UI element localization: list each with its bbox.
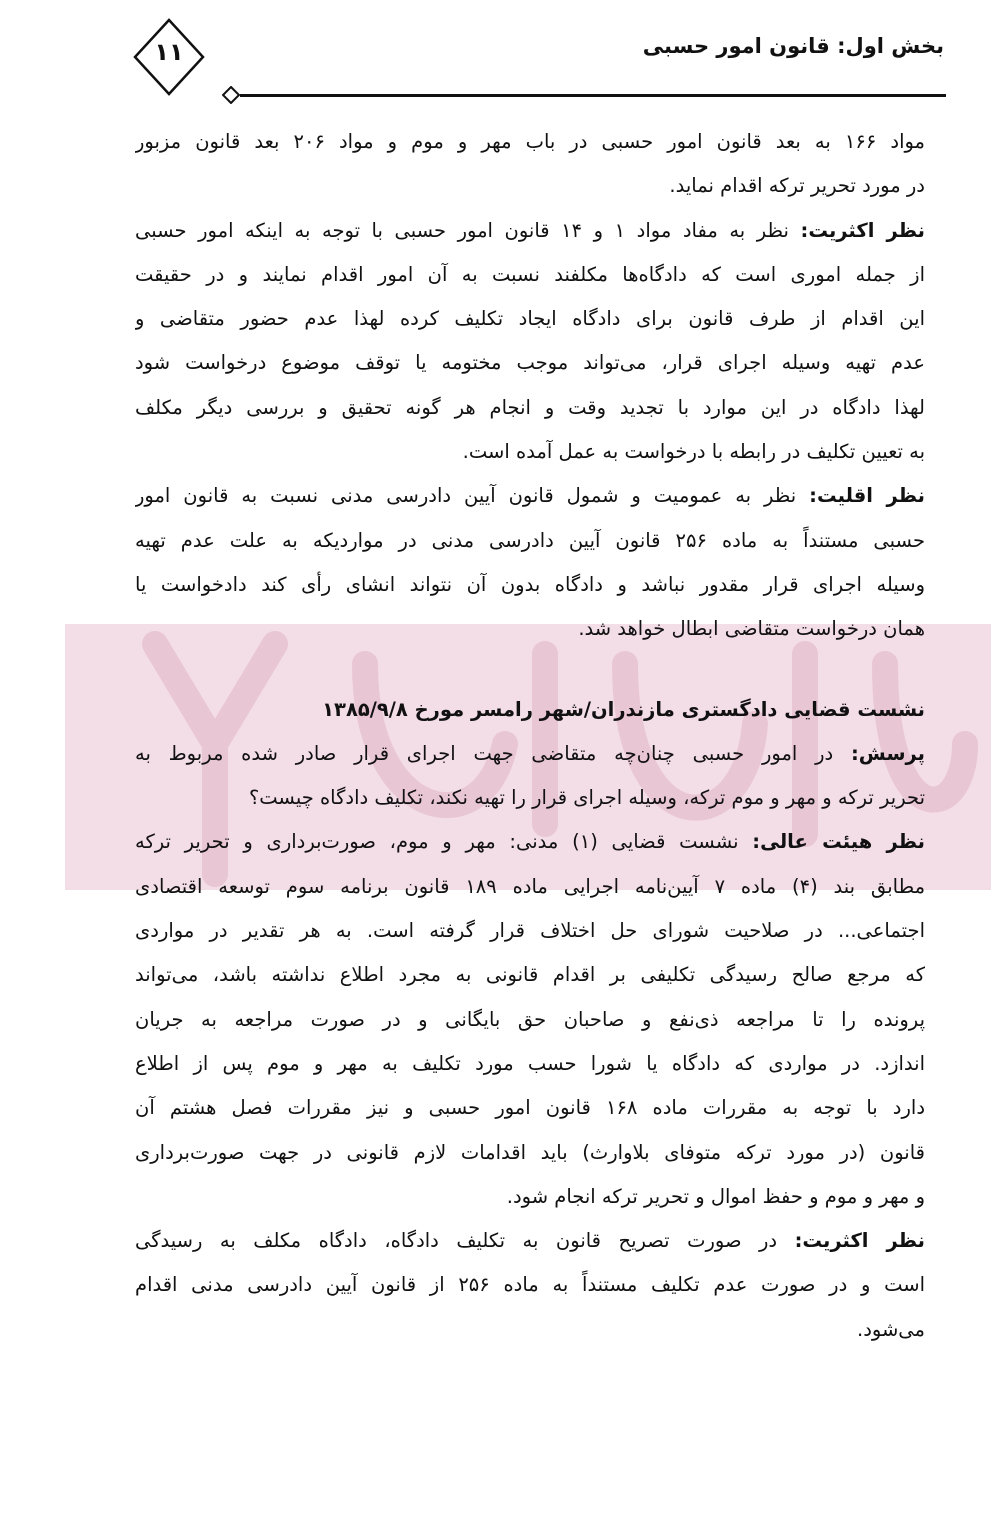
text-line: لهذا دادگاه در این موارد با تجدید وقت و انجام هر گونه تحقیق و بررسی دیگر مکلف <box>135 395 925 419</box>
page-body <box>135 120 925 1352</box>
page-number: ۱۱ <box>154 38 184 66</box>
text-line: و مهر و موم و حفظ اموال و تحریر ترکه انجام شود. <box>506 1184 925 1208</box>
text-line: همان درخواست متقاضی ابطال خواهد شد. <box>578 617 925 641</box>
text-line <box>135 209 925 253</box>
section-gap <box>135 652 925 688</box>
text-line: از جمله اموری است که دادگاه‌ها مکلفند نسبت به آن امور اقدام نمایند و در حقیقت <box>135 262 925 286</box>
line-text: در صورت تصریح قانون به تکلیف دادگاه، دادگاه مکلف به رسیدگی <box>135 1229 778 1253</box>
paragraph-label: نظر اکثریت: <box>800 218 925 242</box>
paragraph-label: نظر اقلیت: <box>809 484 925 508</box>
header-rule <box>240 94 946 97</box>
text-line: مطابق بند (۴) ماده ۷ آیین‌نامه اجرایی ماده ۱۸۹ قانون برنامه سوم توسعه اقتصادی <box>135 874 925 898</box>
text-line: اندازد. در مواردی که دادگاه یا شورا حسب مورد تکلیف به مهر و موم پس از اطلاع <box>135 1051 925 1075</box>
paragraph-label: پرسش: <box>851 741 925 765</box>
line-text: نشست قضایی (۱) مدنی: مهر و موم، صورت‌برداری و تحریر ترکه <box>135 830 739 854</box>
text-line: وسیله اجرای قرار مقدور نباشد و دادگاه بدون آن نتواند انشای رأی کند دادخواست یا <box>135 572 925 596</box>
line-text: نظر به مفاد مواد ۱ و ۱۴ قانون امور حسبی با توجه به اینکه امور حسبی <box>135 218 789 242</box>
text-line <box>135 732 925 776</box>
text-line <box>135 1219 925 1263</box>
paragraph-label: نظر اکثریت: <box>794 1229 925 1253</box>
paragraph-label: نظر هیئت عالی: <box>752 830 925 854</box>
rule-diamond-icon <box>222 86 240 104</box>
line-text: نظر به عمومیت و شمول قانون آیین دادرسی مدنی نسبت به قانون امور <box>135 484 797 508</box>
text-line: پرونده را تا مراجعه ذی‌نفع و صاحبان حق بایگانی و در صورت مراجعه به جریان <box>135 1007 925 1031</box>
text-line: که مرجع صالح رسیدگی تکلیفی بر اقدام قانونی به مجرد اطلاع نداشته باشد، می‌تواند <box>135 963 925 987</box>
text-line: قانون (در مورد ترکه متوفای بلاوارث) باید اقدامات لازم قانونی در جهت صورت‌برداری <box>135 1140 925 1164</box>
running-title: بخش اول: قانون امور حسبی <box>642 34 944 58</box>
text-line: مواد ۱۶۶ به بعد قانون امور حسبی در باب مهر و موم و مواد ۲۰۶ بعد قانون مزبور <box>135 130 925 153</box>
text-line <box>135 820 925 864</box>
text-line: عدم تهیه وسیله اجرای قرار، می‌تواند موجب مختومه یا توقف موضوع درخواست شود <box>135 351 925 375</box>
text-line: دارد با توجه به مقررات ماده ۱۶۸ قانون امور حسبی و نیز مقررات فصل هشتم آن <box>135 1096 925 1120</box>
text-line: حسبی مستنداً به ماده ۲۵۶ قانون آیین دادرسی مدنی در مواردیکه به علت عدم تهیه <box>135 528 925 552</box>
text-line <box>135 474 925 518</box>
text-line: به تعیین تکلیف در رابطه با درخواست به عمل آمده است. <box>462 440 925 464</box>
text-line: تحریر ترکه و مهر و موم ترکه، وسیله اجرای قرار را تهیه نکند، تکلیف دادگاه چیست؟ <box>248 786 925 810</box>
section-heading: نشست قضایی دادگستری مازندران/شهر رامسر مورخ ۱۳۸۵/۹/۸ <box>322 697 925 721</box>
text-line: اجتماعی... در صلاحیت شورای حل اختلاف قرار گرفته است. به هر تقدیر در مواردی <box>135 919 925 943</box>
text-line: است و در صورت عدم تکلیف مستنداً به ماده ۲۵۶ از قانون آیین دادرسی مدنی اقدام <box>135 1273 925 1297</box>
line-text: در امور حسبی چنان‌چه متقاضی جهت اجرای قرار صادر شده مربوط به <box>135 741 834 765</box>
text-line: این اقدام از طرف قانون برای دادگاه ایجاد تکلیف کرده لهذا عدم حضور متقاضی و <box>135 307 925 331</box>
text-line: می‌شود. <box>857 1317 925 1341</box>
text-line: در مورد تحریر ترکه اقدام نماید. <box>669 174 925 198</box>
